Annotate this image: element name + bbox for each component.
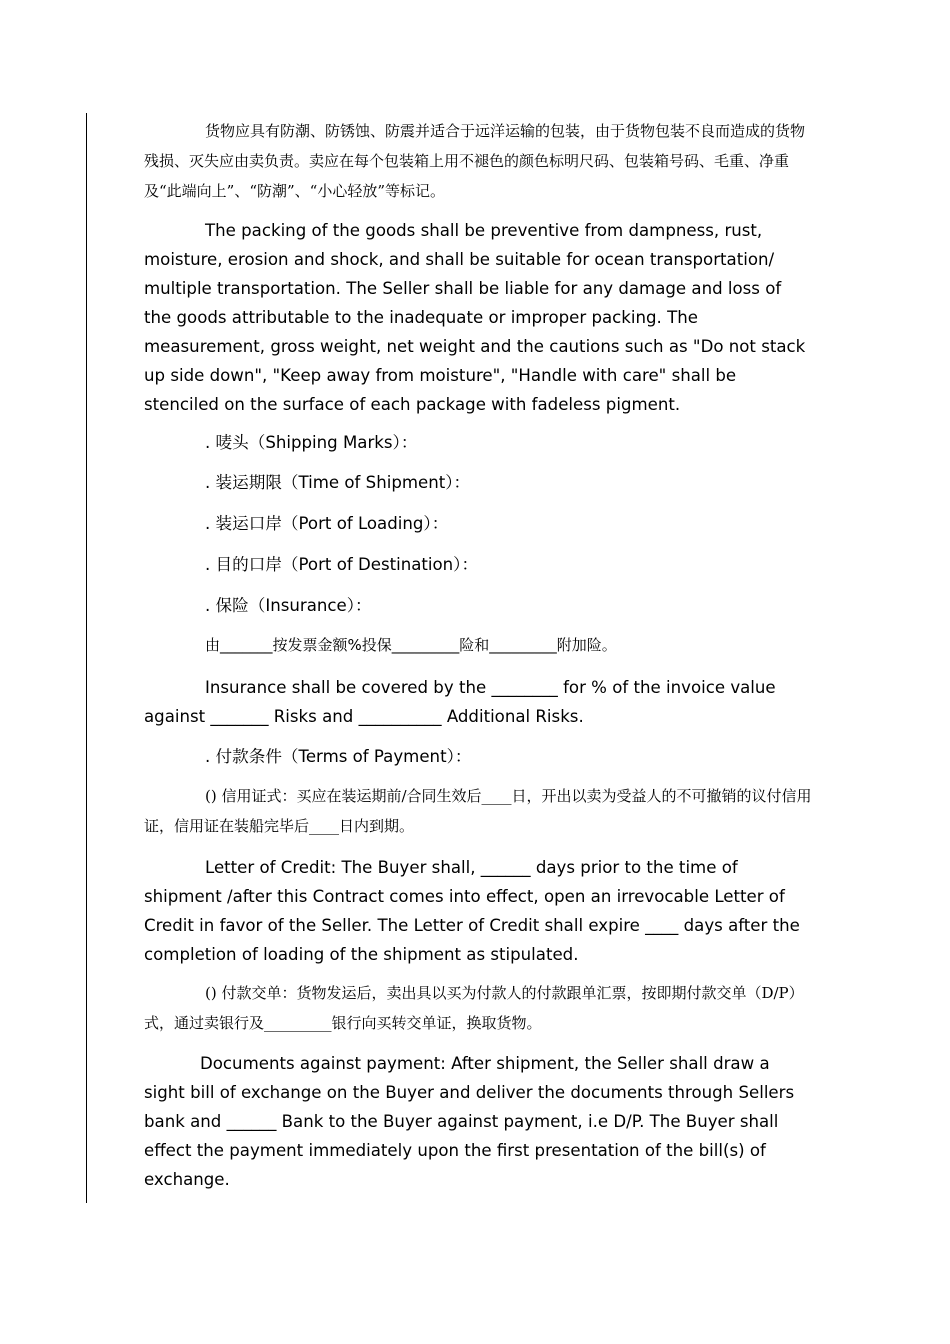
port-of-destination-heading: . 目的口岸（Port of Destination）： (205, 555, 479, 574)
packing-clause-chinese: 货物应具有防潮、防锈蚀、防震并适合于远洋运输的包装，由于货物包装不良而造成的货物残损、灭失应由卖负责。卖应在每个包装箱上用不褪色的颜色标明尺码、包装箱号码、毛重、净重及“此端向上”、“防潮”、“小心轻放”等标记。 (144, 122, 806, 200)
letter-of-credit-clause-english: Letter of Credit: The Buyer shall, ______ days prior to the time of shipment /after this Contract comes into effect, open an irrevocable Letter of Credit in favor of the Seller. The Letter of Credit shall expire ____ days after the completion of loading of the shipment as stipulated. (144, 858, 800, 964)
documents-against-payment-clause-english: Documents against payment: After shipment, the Seller shall draw a sight bill of exchange on the Buyer and deliver the documents through Sellers bank and ______ Bank to the Buyer against payment, i.e D/P. The Buyer shall effect the payment immediately upon the first presentation of the bill(s) of exchange. (144, 1054, 795, 1189)
letter-of-credit-clause-chinese: () 信用证式：买应在装运期前/合同生效后____日，开出以卖为受益人的不可撤销的议付信用证，信用证在装船完毕后____日内到期。 (144, 787, 812, 835)
left-margin-rule (86, 113, 87, 1203)
insurance-clause-chinese: 由_______按发票金额%投保_________险和_________附加险。 (205, 636, 617, 654)
insurance-heading: . 保险（Insurance）： (205, 596, 372, 615)
documents-against-payment-clause-chinese: () 付款交单：货物发运后，卖出具以买为付款人的付款跟单汇票，按即期付款交单（D/P）式，通过卖银行及_________银行向买转交单证，换取货物。 (144, 984, 804, 1032)
insurance-clause-english: Insurance shall be covered by the ________ for % of the invoice value against _______ Risks and __________ Additional Risks. (144, 678, 776, 726)
port-of-loading-heading: . 装运口岸（Port of Loading）： (205, 514, 449, 533)
shipping-marks-heading: . 唛头（Shipping Marks）： (205, 433, 418, 452)
time-of-shipment-heading: . 装运期限（Time of Shipment）： (205, 473, 471, 492)
terms-of-payment-heading: . 付款条件（Terms of Payment）： (205, 747, 472, 766)
packing-clause-english: The packing of the goods shall be preventive from dampness, rust, moisture, erosion and shock, and shall be suitable for ocean transportation/ multiple transportation. The Seller shall be liable for any damage and loss of the goods attributable to the inadequate or improper packing. The measurement, gross weight, net weight and the cautions such as "Do not stack up side down", "Keep away from moisture", "Handle with care" shall be stenciled on the surface of each package with fadeless pigment. (144, 221, 806, 414)
